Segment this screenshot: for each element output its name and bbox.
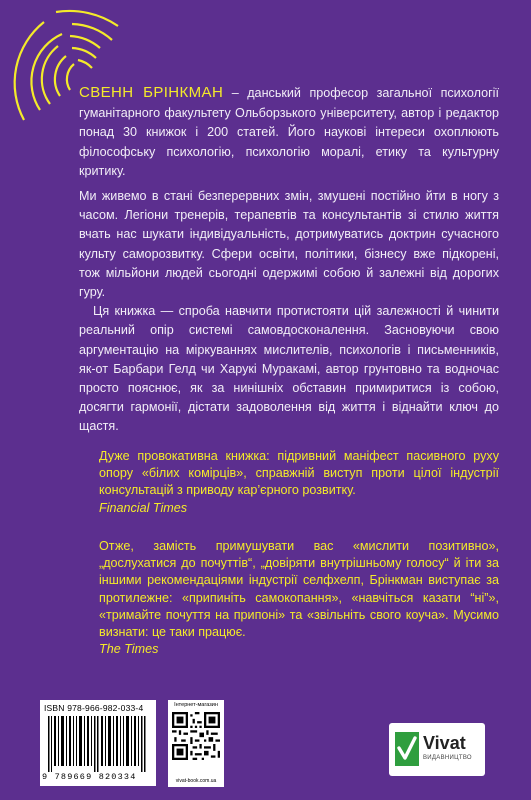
review-text: Отже, замість примушувати вас «мислити позитивно», „дослухатися до почуттів“, „довіряти внутрішньому голосу“ й іти за іншими рекомендаціями індустрії селфхелп, Брінкман виступає за протилежне: «припиніть самокопання», «навчіться казати “ні”», «тримайте почуття на припоні» та «звільніть свого коуча». Мусимо визнати: це таки працює. bbox=[99, 539, 499, 640]
review-source: Financial Times bbox=[99, 500, 188, 515]
review-quote-2 bbox=[99, 538, 499, 658]
review-quote-1 bbox=[99, 448, 499, 517]
publisher-subtitle: ВИДАВНИЦТВО bbox=[423, 755, 472, 761]
qr-label: Інтернет-магазин bbox=[174, 702, 218, 708]
barcode-bars bbox=[48, 716, 148, 772]
isbn-label: ISBN 978-966-982-033-4 bbox=[44, 703, 144, 713]
publisher-name: Vivat bbox=[423, 733, 466, 753]
author-bio bbox=[79, 83, 499, 182]
qr-url: vivat-book.com.ua bbox=[175, 778, 217, 784]
vivat-checkmark-icon bbox=[395, 732, 419, 766]
review-text: Дуже провокативна книжка: підривний маніфест пасивного руху опору «білих комірців», справжній виступ проти цілої індустрії консультацій з приводу кар’єрного розвитку. bbox=[99, 449, 499, 498]
isbn-barcode bbox=[40, 700, 156, 786]
author-bio-text: – данський професор загальної психології гуманітарного факультету Ольборзького університету, автор і редактор понад 30 книжок і 200 статей. Його наукові інтереси охоплюють філософську психологію, психологію моралі, етику та культурну критику. bbox=[79, 86, 499, 179]
description-paragraph-1: Ми живемо в стані безперервних змін, змушені постійно йти в ногу з часом. Легіони тренерів, терапевтів та консультантів зі стилю життя вчать нас шукати індивідуальність, дотримуватись доктрин сучасного культу саморозвитку. Сфери освіти, політики, бізнесу вже підкорені, тож мільйони людей сьогодні одержимі собою й залежні від дорогих гуру. bbox=[79, 189, 499, 300]
description-paragraph-2: Ця книжка — спроба навчити протистояти цій залежності й чинити реальний опір системі самовдосконалення. Засновуючи свою аргументацію на міркуваннях мислителів, психологів і письменників, як-от Барбари Гелд чи Харукі Муракамі, автор грунтовно та водночас просто пояснює, як за нинішніх обставин примиритися із собою, досягти гармонії, дістати задоволення від життя і віднайти ключ до щастя. bbox=[79, 304, 499, 434]
publisher-logo bbox=[389, 723, 485, 776]
book-description bbox=[79, 187, 499, 437]
review-source: The Times bbox=[99, 642, 159, 657]
qr-code-block[interactable] bbox=[168, 700, 224, 787]
author-name: СВЕНН БРІНКМАН bbox=[79, 84, 224, 101]
qr-code[interactable] bbox=[172, 712, 220, 760]
barcode-digits: 9 789669 820334 bbox=[42, 772, 137, 782]
